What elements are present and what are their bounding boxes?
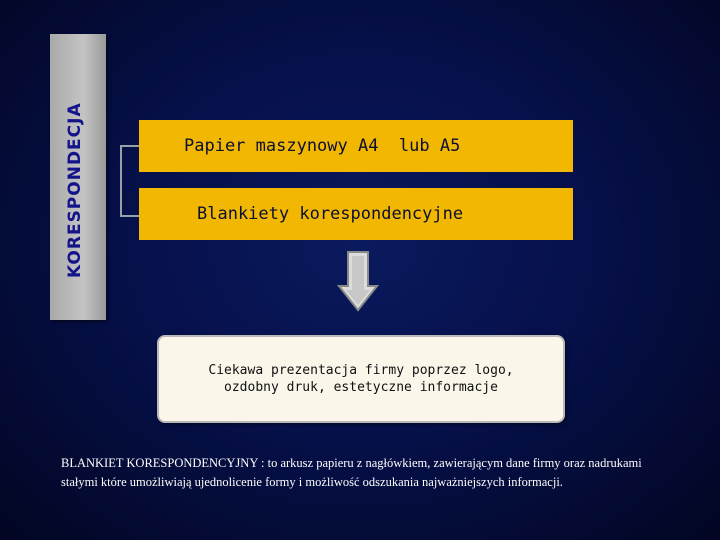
box-letterheads-label: Blankiety korespondencyjne xyxy=(197,204,464,224)
definition-text xyxy=(61,454,671,492)
side-label: KORESPONDECJA xyxy=(65,102,85,278)
result-box xyxy=(157,335,565,423)
result-line-1: Ciekawa prezentacja firmy poprzez logo, xyxy=(208,363,514,378)
definition-body: to arkusz papieru z nagłówkiem, zawierającym dane firmy oraz nadrukami stałymi które umożliwiają ujednolicenie formy i możliwość odszukania najważniejszych informacji. xyxy=(61,456,642,489)
definition-term: BLANKIET KORESPONDENCYJNY : xyxy=(61,456,265,470)
box-paper xyxy=(139,120,573,172)
down-arrow-icon xyxy=(337,250,379,312)
result-line-2: ozdobny druk, estetyczne informacje xyxy=(224,380,498,395)
box-letterheads xyxy=(139,188,573,240)
box-paper-label: Papier maszynowy A4 lub A5 xyxy=(184,136,461,156)
